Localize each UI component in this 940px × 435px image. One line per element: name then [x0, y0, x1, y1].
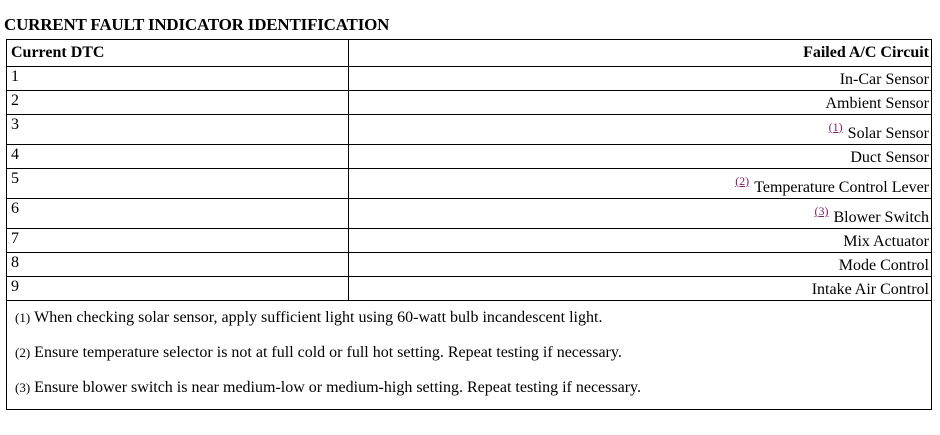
dtc-code: 6	[7, 199, 349, 229]
failed-circuit	[349, 253, 932, 277]
circuit-label: Intake Air Control	[811, 281, 929, 298]
circuit-label: Blower Switch	[833, 209, 929, 226]
dtc-code: 7	[7, 229, 349, 253]
circuit-label: Duct Sensor	[850, 149, 929, 166]
failed-circuit	[349, 277, 932, 301]
dtc-code: 9	[7, 277, 349, 301]
table-header-row	[7, 40, 932, 67]
table-row	[7, 145, 932, 169]
footnote-1	[15, 309, 925, 327]
footnote-text: Ensure blower switch is near medium-low or medium-high setting. Repeat testing if necessary.	[34, 379, 641, 396]
table-row	[7, 253, 932, 277]
footnote-number: (2)	[15, 345, 31, 360]
table-row	[7, 67, 932, 91]
failed-circuit	[349, 169, 932, 199]
table-row	[7, 229, 932, 253]
dtc-code: 3	[7, 115, 349, 145]
footnote-text: When checking solar sensor, apply sufficient light using 60-watt bulb incandescent light.	[34, 309, 603, 326]
header-failed-circuit: Failed A/C Circuit	[349, 40, 932, 67]
dtc-code: 4	[7, 145, 349, 169]
table-row	[7, 91, 932, 115]
footnote-number: (3)	[15, 380, 31, 395]
table-row	[7, 169, 932, 199]
footnotes	[7, 301, 932, 410]
failed-circuit	[349, 229, 932, 253]
failed-circuit	[349, 91, 932, 115]
failed-circuit	[349, 115, 932, 145]
dtc-code: 8	[7, 253, 349, 277]
footnote-3	[15, 379, 925, 397]
failed-circuit	[349, 199, 932, 229]
table-row	[7, 115, 932, 145]
footnote-number: (1)	[15, 310, 31, 325]
circuit-label: Ambient Sensor	[825, 95, 929, 112]
circuit-label: Mode Control	[838, 257, 929, 274]
dtc-code: 5	[7, 169, 349, 199]
circuit-label: Solar Sensor	[847, 125, 929, 142]
notes-row	[7, 301, 932, 410]
circuit-label: In-Car Sensor	[839, 71, 929, 88]
footnote-text: Ensure temperature selector is not at full cold or full hot setting. Repeat testing if necessary.	[34, 344, 622, 361]
table-row	[7, 199, 932, 229]
circuit-label: Mix Actuator	[843, 233, 929, 250]
failed-circuit	[349, 67, 932, 91]
footnote-link-1[interactable]: (1)	[828, 120, 843, 134]
footnote-link-3[interactable]: (3)	[814, 204, 829, 218]
page-title: CURRENT FAULT INDICATOR IDENTIFICATION	[4, 15, 390, 34]
header-current-dtc: Current DTC	[7, 40, 349, 67]
table-row	[7, 277, 932, 301]
dtc-code: 2	[7, 91, 349, 115]
footnote-link-2[interactable]: (2)	[735, 174, 750, 188]
failed-circuit	[349, 145, 932, 169]
circuit-label: Temperature Control Lever	[754, 179, 929, 196]
footnote-2	[15, 344, 925, 362]
dtc-table	[6, 39, 932, 410]
dtc-code: 1	[7, 67, 349, 91]
